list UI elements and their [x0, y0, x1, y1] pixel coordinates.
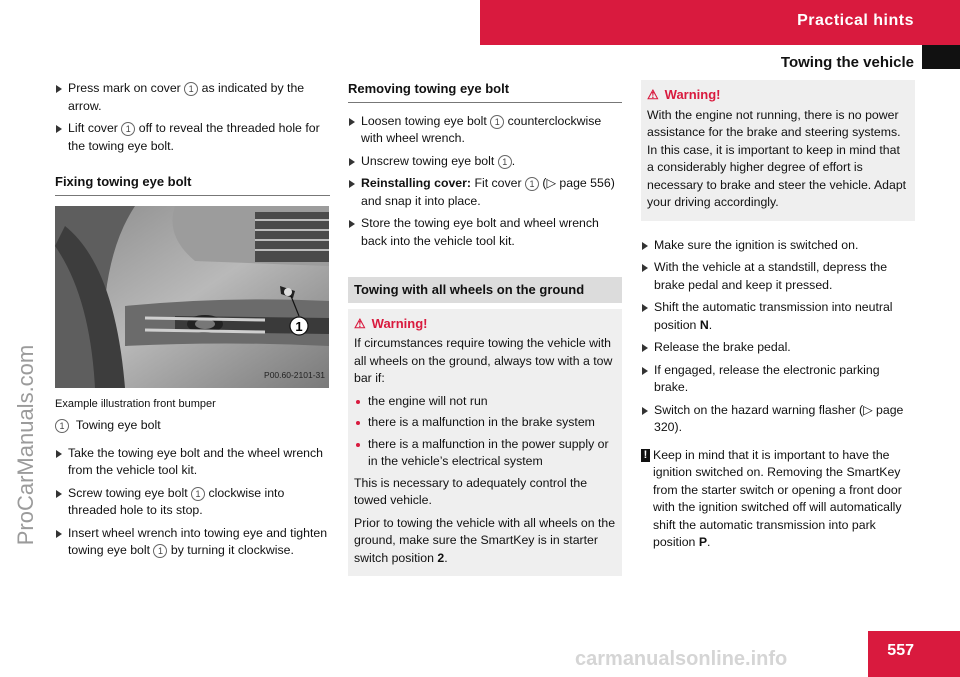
bullet-item: the engine will not run — [354, 393, 616, 411]
step-screw-bolt: Screw towing eye bolt 1 clockwise into threaded hole to its stop. — [55, 485, 330, 520]
heading-towing-all-wheels: Towing with all wheels on the ground — [348, 277, 622, 303]
callout-1: 1 — [295, 318, 303, 334]
step-loosen-bolt: Loosen towing eye bolt 1 counterclockwise with wheel wrench. — [348, 113, 622, 148]
warning-triangle-icon: ⚠ — [647, 87, 659, 102]
page-number: 557 — [887, 642, 914, 659]
image-code: P00.60-2101-31 — [264, 370, 325, 380]
step-shift-neutral: Shift the automatic transmission into neutral position N. — [641, 299, 915, 334]
ref-number-icon: 1 — [490, 115, 504, 129]
step-release-brake: Release the brake pedal. — [641, 339, 915, 357]
legend-item: 1 Towing eye bolt — [55, 417, 330, 435]
ref-number-icon: 1 — [498, 155, 512, 169]
step-store-tools: Store the towing eye bolt and wheel wrench back into the vehicle tool kit. — [348, 215, 622, 250]
warning-title: ⚠ Warning! — [647, 87, 721, 102]
bumper-illustration — [55, 206, 329, 388]
step-unscrew-bolt: Unscrew towing eye bolt 1 . — [348, 153, 622, 171]
section-tab — [480, 0, 960, 45]
bottom-watermark: carmanualsonline.info — [575, 648, 788, 670]
bullet-item: there is a malfunction in the brake system — [354, 414, 616, 432]
side-watermark: ProCarManuals.com — [13, 344, 38, 546]
ref-number-icon: 1 — [121, 122, 135, 136]
step-ignition-on: Make sure the ignition is switched on. — [641, 237, 915, 255]
warning-box-power-assist — [641, 80, 915, 221]
step-take-tools: Take the towing eye bolt and the wheel wrench from the vehicle tool kit. — [55, 445, 330, 480]
thumb-index-tab — [922, 45, 960, 69]
warning-box-towing — [348, 309, 622, 577]
heading-removing-towing-eye-bolt: Removing towing eye bolt — [348, 80, 622, 103]
warning-triangle-icon: ⚠ — [354, 315, 366, 331]
ref-number-icon: 1 — [191, 487, 205, 501]
section-title: Practical hints — [797, 12, 914, 29]
warning-intro: If circumstances require towing the vehicle with all wheels on the ground, always tow with a tow bar if: — [354, 336, 613, 385]
ref-number-icon: 1 — [55, 419, 69, 433]
heading-fixing-towing-eye-bolt: Fixing towing eye bolt — [55, 173, 330, 196]
warning-text: With the engine not running, there is no power assistance for the brake and steering systems. In this case, it is important to keep in mind that a considerably higher degree of effort is necessary to brake and steer the vehicle. Adapt your driving accordingly. — [647, 107, 907, 209]
note-ignition: ! Keep in mind that it is important to have the ignition switched on. Removing the SmartKey from the starter switch or opening a front door with the ignition switched off will automatically shift the automatic transmission into park position P. — [641, 447, 915, 552]
page-number-box — [868, 631, 960, 677]
column-1 — [55, 80, 330, 565]
page-subtitle: Towing the vehicle — [780, 54, 914, 71]
column-2 — [348, 80, 622, 576]
step-tighten-bolt: Insert wheel wrench into towing eye and tighten towing eye bolt 1 by turning it clockwise. — [55, 525, 330, 560]
paragraph-control: This is necessary to adequately control the towed vehicle. — [354, 475, 588, 507]
image-caption: Example illustration front bumper — [55, 397, 216, 410]
step-reinstall-cover: Reinstalling cover: Fit cover 1 (▷ page 556) and snap it into place. — [348, 175, 622, 210]
step-depress-brake: With the vehicle at a standstill, depress the brake pedal and keep it pressed. — [641, 259, 915, 294]
step-lift-cover: Lift cover 1 off to reveal the threaded hole for the towing eye bolt. — [55, 120, 330, 155]
ref-number-icon: 1 — [184, 82, 198, 96]
exclamation-icon: ! — [641, 449, 650, 462]
step-release-parking-brake: If engaged, release the electronic parking brake. — [641, 362, 915, 397]
warning-title: ⚠ Warning! — [354, 315, 428, 331]
column-3 — [641, 80, 915, 552]
ref-number-icon: 1 — [525, 177, 539, 191]
bullet-item: there is a malfunction in the power supply or in the vehicle’s electrical system — [354, 436, 616, 471]
ref-number-icon: 1 — [153, 544, 167, 558]
paragraph-smartkey: Prior to towing the vehicle with all wheels on the ground, make sure the SmartKey is in starter switch position 2. — [354, 515, 616, 565]
front-bumper-image — [55, 206, 329, 388]
step-hazard-flasher: Switch on the hazard warning flasher (▷ page 320). — [641, 402, 915, 437]
step-press-cover: Press mark on cover 1 as indicated by the arrow. — [55, 80, 330, 115]
